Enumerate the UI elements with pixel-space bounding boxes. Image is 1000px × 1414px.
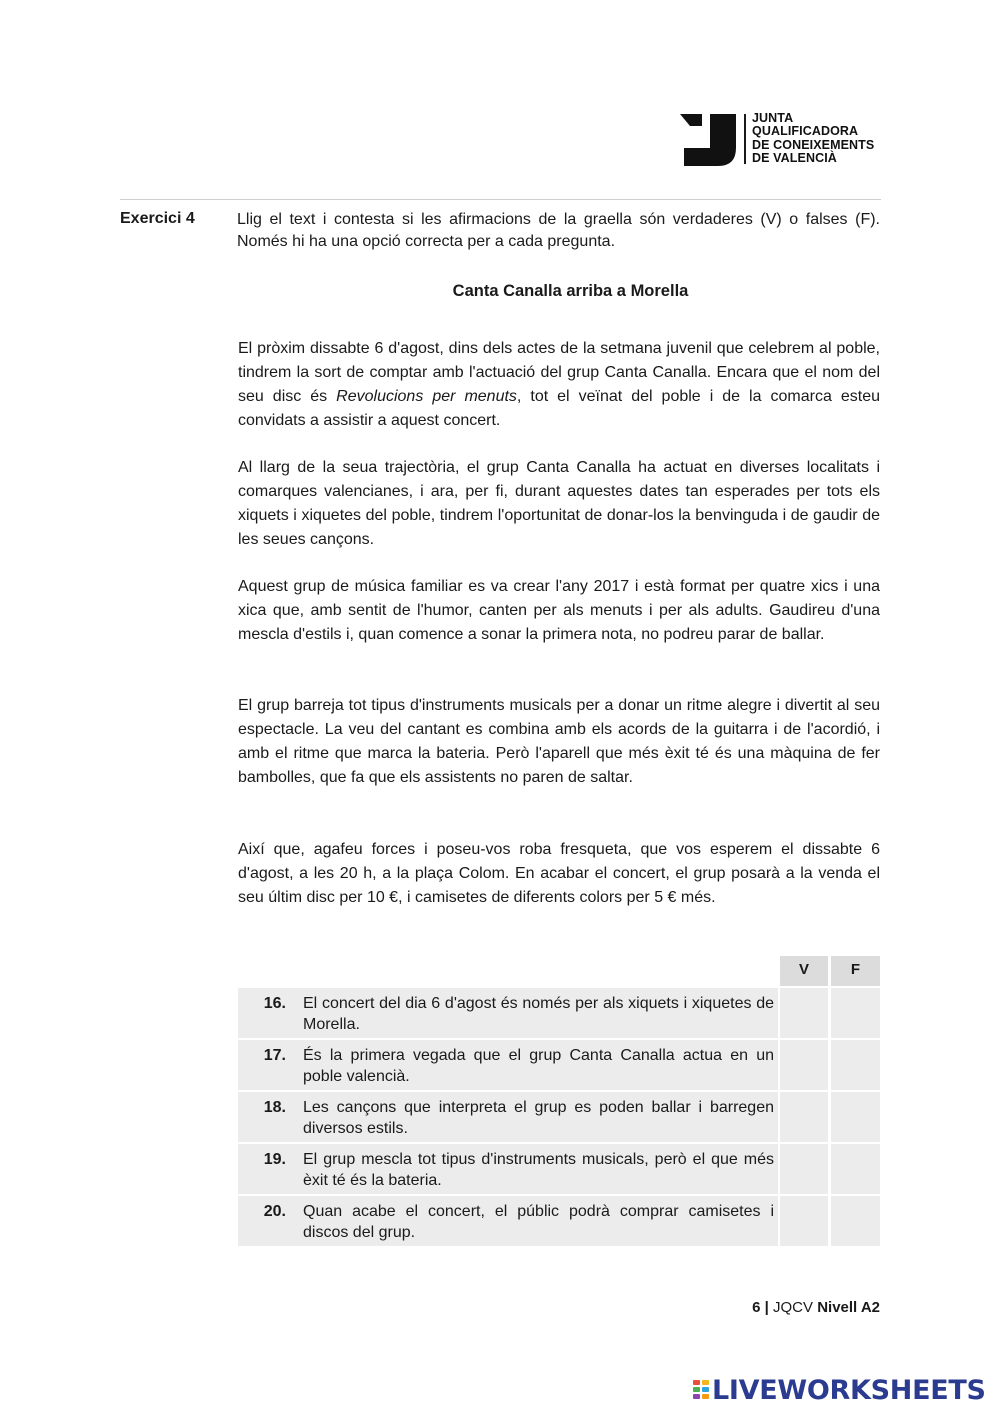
jqcv-logo-mark-icon bbox=[680, 112, 736, 166]
article-paragraph-4: El grup barreja tot tipus d'instruments musicals per a donar un ritme alegre i divertit al seu espectacle. La veu del cantant es combina amb els acords de la guitarra i de l'acordió, i amb el ritme que marca la bateria. Però l'aparell que més èxit té és una màquina de fer bambolles, que fa que els assistents no paren de saltar. bbox=[238, 697, 880, 786]
answer-true-box[interactable] bbox=[780, 1196, 828, 1246]
question-cell bbox=[238, 1144, 778, 1194]
question-text: El grup mescla tot tipus d'instruments musicals, però el que més èxit té és la bateria. bbox=[303, 1151, 774, 1189]
exercise-label: Exercici 4 bbox=[120, 210, 195, 227]
question-cell bbox=[238, 1092, 778, 1142]
question-number: 19. bbox=[263, 1151, 286, 1168]
answer-true-box[interactable] bbox=[780, 1144, 828, 1194]
column-header-true: V bbox=[780, 956, 828, 986]
answer-false-box[interactable] bbox=[831, 1092, 880, 1142]
exercise-instruction: Llig el text i contesta si les afirmacions de la graella són verdaderes (V) o falses (F). Només hi ha una opció correcta per a cada pregunta. bbox=[237, 211, 880, 250]
question-number: 18. bbox=[263, 1099, 286, 1116]
question-text: El concert del dia 6 d'agost és només per als xiquets i xiquetes de Morella. bbox=[303, 995, 774, 1033]
question-row bbox=[238, 1040, 880, 1090]
org-line: QUALIFICADORA bbox=[752, 124, 859, 139]
question-text: Les cançons que interpreta el grup es poden ballar i barregen diversos estils. bbox=[303, 1099, 774, 1137]
question-cell bbox=[238, 1040, 778, 1090]
org-line: DE VALENCIÀ bbox=[752, 150, 837, 165]
liveworksheets-logo-icon bbox=[692, 1378, 712, 1404]
question-text: És la primera vegada que el grup Canta Canalla actua en un poble valencià. bbox=[303, 1047, 774, 1085]
question-text: Quan acabe el concert, el públic podrà comprar camisetes i discos del grup. bbox=[303, 1203, 774, 1241]
org-line: DE CONEIXEMENTS bbox=[752, 137, 875, 152]
answer-false-box[interactable] bbox=[831, 1144, 880, 1194]
answer-true-box[interactable] bbox=[780, 1092, 828, 1142]
page-number: 6 bbox=[752, 1299, 761, 1316]
footer-org: JQCV bbox=[773, 1299, 814, 1316]
paragraph-text: El pròxim dissabte 6 d'agost, dins dels actes de la setmana juvenil que celebrem al poble, tindrem la sort de comptar amb l'actuació del grup Canta Canalla. Encara que el nom del seu disc és bbox=[238, 340, 880, 405]
question-cell bbox=[238, 1196, 778, 1246]
footer-level: Nivell A2 bbox=[817, 1299, 880, 1316]
footer-separator: | bbox=[764, 1299, 769, 1316]
article-paragraph-1 bbox=[238, 337, 880, 433]
question-row bbox=[238, 1196, 880, 1246]
album-title: Revolucions per menuts bbox=[336, 388, 517, 405]
logo-divider bbox=[744, 114, 746, 164]
question-number: 17. bbox=[263, 1047, 286, 1064]
answer-true-box[interactable] bbox=[780, 1040, 828, 1090]
question-number: 20. bbox=[263, 1203, 286, 1220]
page-footer bbox=[752, 1299, 880, 1316]
header-divider bbox=[120, 199, 881, 200]
article-paragraph-3: Aquest grup de música familiar es va crear l'any 2017 i està format per quatre xics i una xica que, amb sentit de l'humor, canten per als menuts i per als adults. Gaudireu d'una mescla d'estils i, quan comence a sonar la primera nota, no podreu parar de ballar. bbox=[238, 578, 880, 643]
article-paragraph-2: Al llarg de la seua trajectòria, el grup Canta Canalla ha actuat en diverses localitats i comarques valencianes, i ara, per fi, durant aquestes dates tan esperades per tots els xiquets i xiquetes del poble, tindrem l'oportunitat de donar-los la benvinguda i de gaudir de les seues cançons. bbox=[238, 459, 880, 548]
answer-false-box[interactable] bbox=[831, 1196, 880, 1246]
question-cell bbox=[238, 988, 778, 1038]
question-row bbox=[238, 1092, 880, 1142]
answer-false-box[interactable] bbox=[831, 988, 880, 1038]
question-row bbox=[238, 988, 880, 1038]
jqcv-logo bbox=[680, 112, 890, 168]
article-paragraph-5: Així que, agafeu forces i poseu-vos roba fresqueta, que vos esperem el dissabte 6 d'agost, a les 20 h, a la plaça Colom. En acabar el concert, el grup posarà a la venda el seu últim disc per 10 €, i camisetes de diferents colors per 5 € més. bbox=[238, 841, 880, 906]
question-number: 16. bbox=[263, 995, 286, 1012]
article-title: Canta Canalla arriba a Morella bbox=[452, 282, 689, 300]
answer-false-box[interactable] bbox=[831, 1040, 880, 1090]
org-name bbox=[752, 112, 874, 165]
org-line: JUNTA bbox=[752, 111, 794, 125]
column-header-false: F bbox=[831, 956, 880, 986]
liveworksheets-wordmark: LIVEWORKSHEETS bbox=[712, 1375, 986, 1406]
answer-true-box[interactable] bbox=[780, 988, 828, 1038]
paragraph-text: , tot el veïnat del poble i de la comarca esteu convidats a assistir a aquest concert. bbox=[238, 388, 881, 429]
question-row bbox=[238, 1144, 880, 1194]
